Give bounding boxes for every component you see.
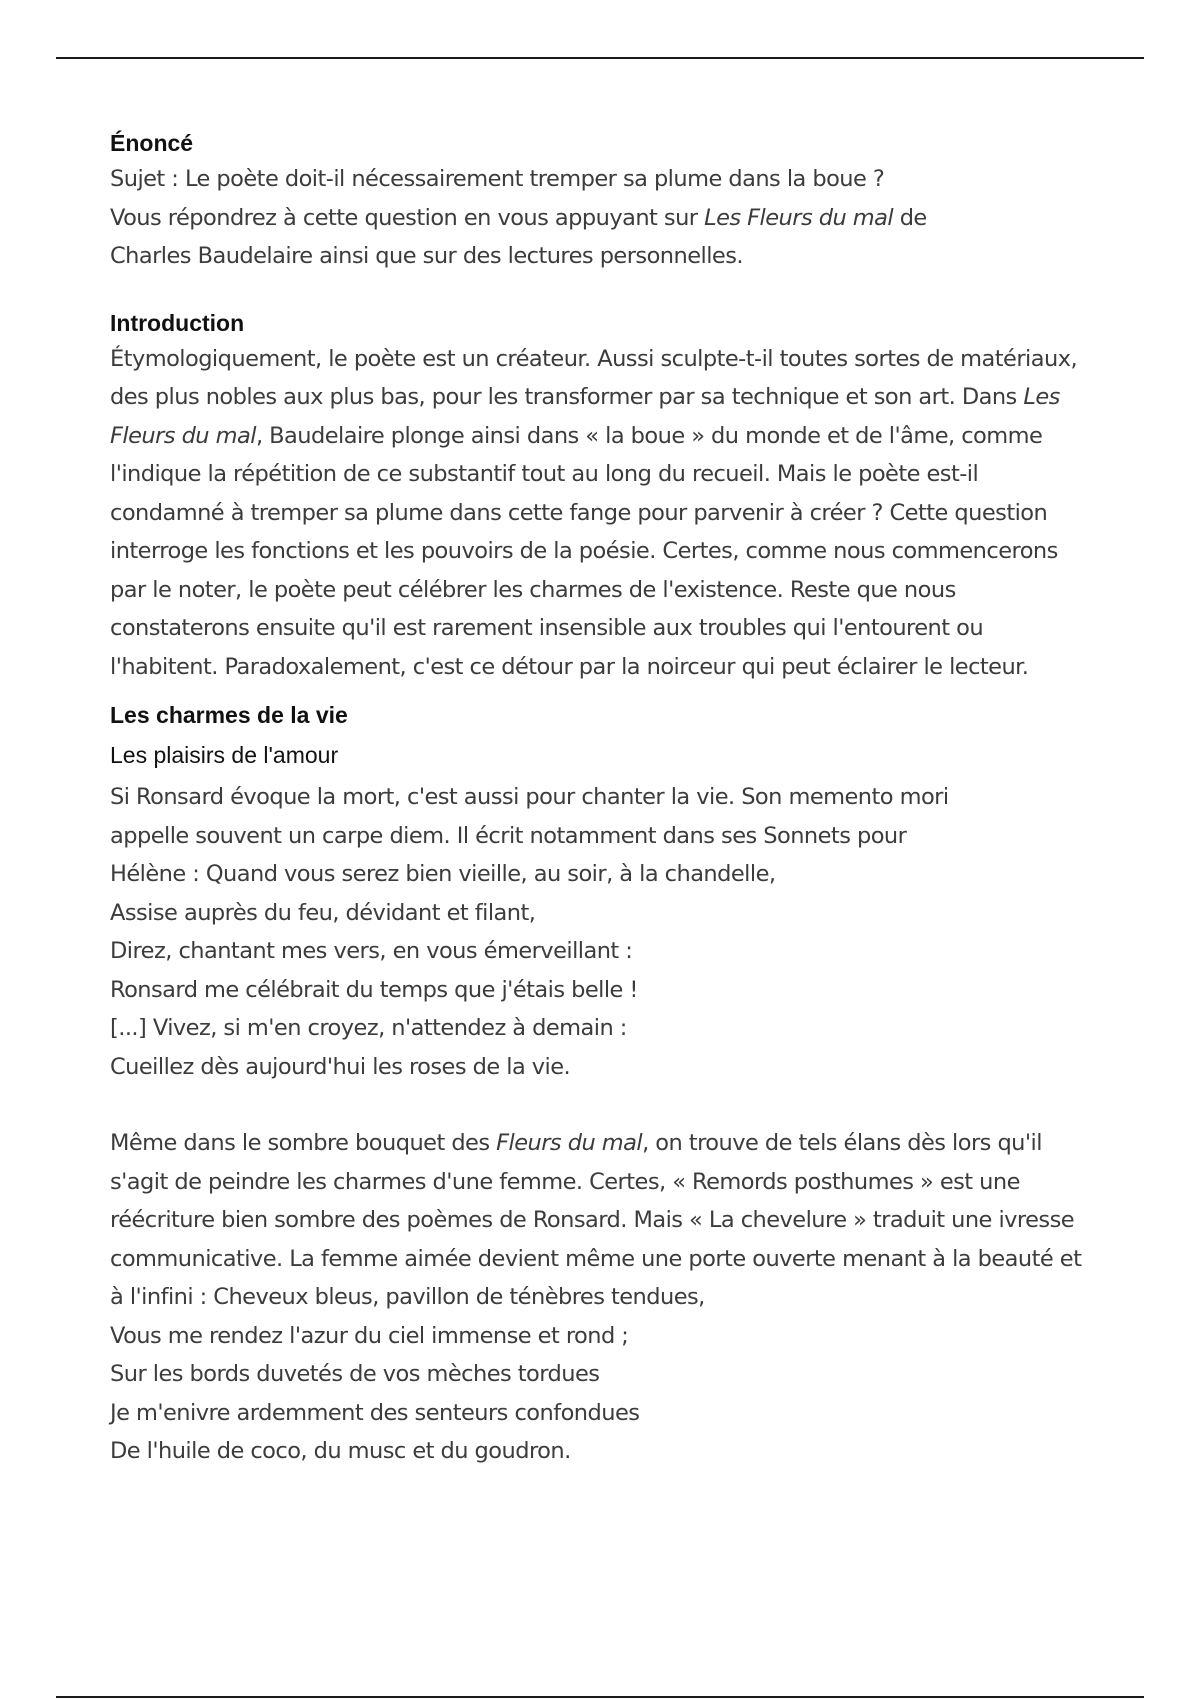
enonce-consigne-end: de Charles Baudelaire ainsi que sur des lectures personnelles.	[110, 204, 927, 269]
part1-subheading: Les plaisirs de l'amour	[110, 742, 339, 768]
ronsard-line: Si Ronsard évoque la mort, c'est aussi pour chanter la vie. Son memento mori	[110, 784, 949, 810]
verse-line: De l'huile de coco, du musc et du goudron.	[110, 1438, 571, 1464]
verse-line: Vous me rendez l'azur du ciel immense et rond ;	[110, 1322, 629, 1349]
top-rule	[56, 57, 1144, 59]
ronsard-line: Hélène : Quand vous serez bien vieille, au soir, à la chandelle,	[110, 861, 776, 887]
ronsard-line: appelle souvent un carpe diem. Il écrit notamment dans ses Sonnets pour	[110, 822, 907, 849]
enonce-book-title: Les Fleurs du mal	[704, 204, 894, 231]
enonce-consigne-start: Vous répondrez à cette question en vous appuyant sur	[110, 204, 705, 231]
baudelaire-paragraph	[110, 1124, 1095, 1471]
introduction-book-title: Les Fleurs du mal	[110, 384, 1060, 449]
baudelaire-text-end: , on trouve de tels élans dès lors qu'il s'agit de peindre les charmes d'une femme. Certes, « Remords posthumes » est une réécriture bien sombre des poèmes de Ronsard. Mais « La chevelure » traduit une ivresse communicative. La femme aimée devient même une porte ouverte menant à la beauté et à l'infini : Cheveux bleus, pavillon de ténèbres tendues,	[110, 1130, 1082, 1310]
ronsard-line: Assise auprès du feu, dévidant et filant,	[110, 899, 536, 926]
introduction-text	[110, 340, 1095, 687]
verse-line: Sur les bords duvetés de vos mèches tordues	[110, 1361, 600, 1387]
part1-heading: Les charmes de la vie	[110, 702, 348, 728]
ronsard-line: [...] Vivez, si m'en croyez, n'attendez à demain :	[110, 1015, 627, 1041]
enonce-sujet: Sujet : Le poète doit-il nécessairement tremper sa plume dans la boue ?	[110, 166, 885, 192]
introduction-heading: Introduction	[110, 309, 245, 336]
ronsard-line: Direz, chantant mes vers, en vous émerveillant :	[110, 938, 633, 964]
introduction-text-start: Étymologiquement, le poète est un créateur. Aussi sculpte-t-il toutes sortes de matériaux, des plus nobles aux plus bas, pour les transformer par sa technique et son art. Dans	[110, 345, 1078, 410]
introduction-text-end: , Baudelaire plonge ainsi dans « la boue » du monde et de l'âme, comme l'indique la répétition de ce substantif tout au long du recueil. Mais le poète est-il condamné à tremper sa plume dans cette fange pour parvenir à créer ? Cette question interroge les fonctions et les pouvoirs de la poésie. Certes, comme nous commencerons par le noter, le poète peut célébrer les charmes de l'existence. Reste que nous constaterons ensuite qu'il est rarement insensible aux troubles qui l'entourent ou l'habitent. Paradoxalement, c'est ce détour par la noirceur qui peut éclairer le lecteur.	[110, 422, 1058, 680]
ronsard-paragraph	[110, 778, 1110, 1086]
ronsard-line: Ronsard me célébrait du temps que j'étais belle !	[110, 976, 638, 1003]
ronsard-line: Cueillez dès aujourd'hui les roses de la vie.	[110, 1053, 571, 1080]
enonce-heading: Énoncé	[110, 130, 194, 156]
bottom-rule	[56, 1696, 1144, 1698]
baudelaire-book-title: Fleurs du mal	[496, 1130, 643, 1156]
verse-line: Je m'enivre ardemment des senteurs confondues	[110, 1399, 640, 1426]
document-body	[110, 126, 1110, 1471]
baudelaire-text-start: Même dans le sombre bouquet des	[110, 1130, 497, 1156]
enonce-text	[110, 160, 1010, 276]
